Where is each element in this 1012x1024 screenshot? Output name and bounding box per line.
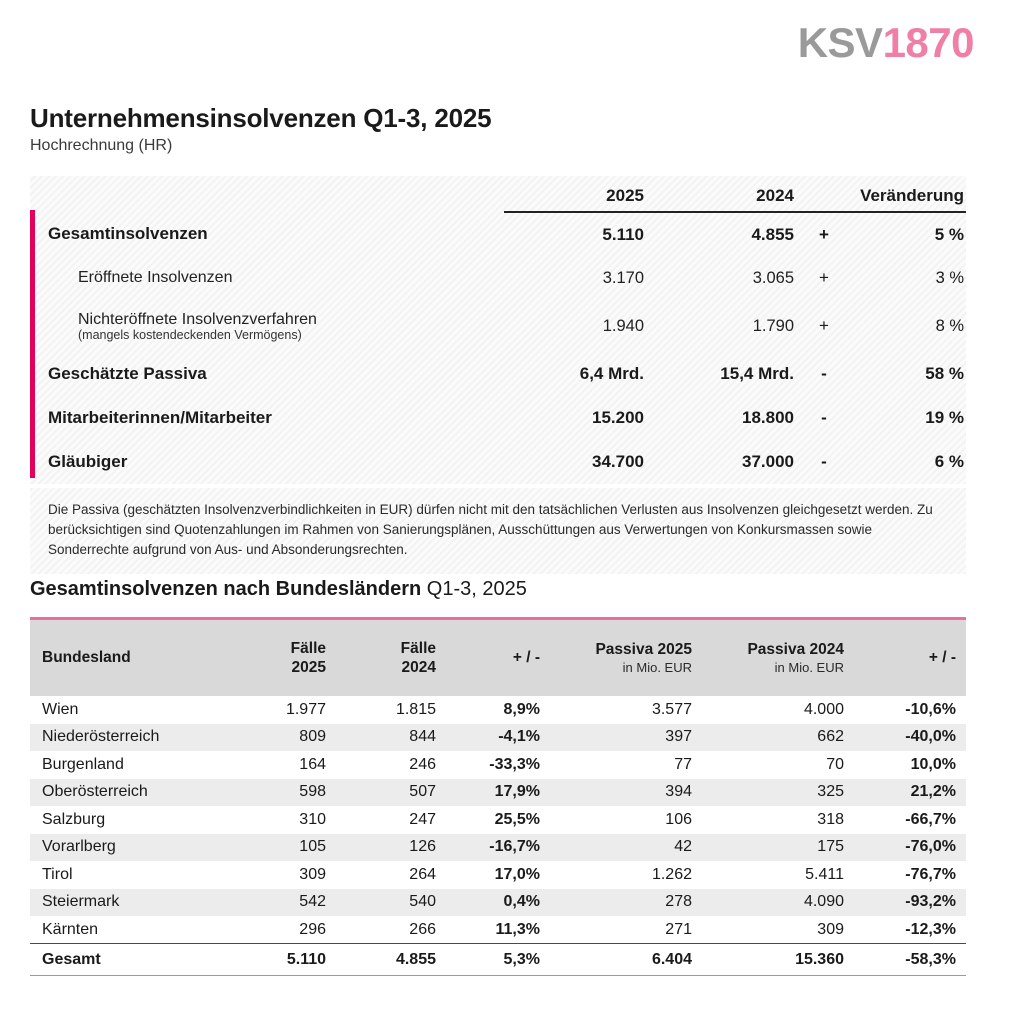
cell-total-delta-faelle: 5,3%	[446, 944, 550, 976]
cell-passiva-2024: 4.000	[803, 700, 844, 718]
row-value-2025: 15.200	[592, 408, 644, 427]
col-header-faelle-2025-year: 2025	[291, 658, 326, 676]
row-value-2024: 15,4 Mrd.	[720, 364, 794, 383]
row-label: Mitarbeiterinnen/Mitarbeiter	[48, 408, 272, 427]
cell-faelle-2024: 844	[409, 728, 436, 746]
row-value-2024: 37.000	[742, 452, 794, 471]
table-row	[30, 861, 966, 889]
cell-total-delta-passiva: -58,3%	[854, 944, 966, 976]
cell-faelle-2024: 264	[409, 865, 436, 883]
summary-table	[30, 176, 966, 484]
ksv1870-logo	[797, 19, 974, 66]
row-sign: -	[821, 408, 827, 427]
cell-bundesland: Kärnten	[42, 920, 99, 938]
cell-faelle-2024: 266	[409, 920, 436, 938]
summary-header-row	[30, 176, 966, 212]
cell-delta-passiva: -10,6%	[905, 700, 956, 718]
table-row	[30, 724, 966, 752]
row-label	[30, 300, 504, 352]
col-header-passiva-2025	[550, 620, 702, 696]
section-title-strong: Gesamtinsolvenzen nach Bundesländern	[30, 578, 422, 600]
cell-faelle-2024: 507	[409, 783, 436, 801]
row-value-2024: 3.065	[752, 268, 794, 287]
row-percent: 3 %	[935, 268, 964, 287]
row-sign: +	[819, 268, 829, 287]
cell-bundesland: Salzburg	[42, 810, 106, 828]
cell-delta-faelle: -33,3%	[489, 755, 540, 773]
cell-total-passiva-2025: 6.404	[550, 944, 702, 976]
cell-passiva-2025: 77	[674, 755, 692, 773]
cell-faelle-2025: 164	[299, 755, 326, 773]
col-header-passiva-2024	[702, 620, 854, 696]
col-header-passiva-2025-unit: in Mio. EUR	[622, 660, 692, 675]
row-value-2024: 18.800	[742, 408, 794, 427]
col-header-faelle-2025-main: Fälle	[290, 639, 326, 657]
cell-faelle-2025: 598	[299, 783, 326, 801]
row-value-2025: 5.110	[602, 224, 644, 244]
row-percent: 6 %	[934, 452, 964, 471]
page-title: Unternehmensinsolvenzen Q1-3, 2025	[30, 103, 492, 133]
table-row	[30, 779, 966, 807]
cell-delta-passiva: -93,2%	[905, 893, 956, 911]
cell-passiva-2025: 1.262	[651, 865, 692, 883]
cell-delta-passiva: -76,7%	[905, 865, 956, 883]
cell-passiva-2024: 175	[817, 838, 844, 856]
cell-delta-faelle: -4,1%	[498, 728, 540, 746]
row-label-text: Nichteröffnete Insolvenzverfahren	[78, 310, 317, 328]
table-row	[30, 352, 966, 396]
row-label: Eröffnete Insolvenzen	[78, 269, 233, 286]
table-row	[30, 212, 966, 256]
cell-total-label: Gesamt	[30, 944, 226, 976]
col-header-faelle-2024-main: Fälle	[400, 639, 436, 657]
cell-faelle-2024: 540	[409, 893, 436, 911]
cell-delta-faelle: -16,7%	[489, 838, 540, 856]
summary-panel	[30, 176, 966, 484]
cell-passiva-2025: 397	[665, 728, 692, 746]
cell-passiva-2024: 4.090	[803, 893, 844, 911]
states-table-body	[30, 696, 966, 976]
col-header-passiva-2024-main: Passiva 2024	[747, 641, 844, 658]
cell-delta-passiva: 10,0%	[910, 755, 956, 773]
col-header-faelle-2025	[226, 620, 336, 696]
cell-bundesland: Vorarlberg	[42, 838, 116, 856]
cell-delta-faelle: 17,0%	[494, 865, 540, 883]
logo-text-1870: 1870	[882, 19, 974, 66]
summary-header-2024: 2024	[644, 176, 794, 212]
col-header-passiva-2024-unit: in Mio. EUR	[774, 660, 844, 675]
logo-text-ksv: KSV	[797, 19, 883, 66]
cell-bundesland: Wien	[42, 700, 79, 718]
cell-bundesland: Oberösterreich	[42, 783, 148, 801]
cell-delta-faelle: 25,5%	[494, 810, 540, 828]
row-percent: 5 %	[934, 224, 964, 244]
pink-accent-bar	[30, 210, 35, 478]
cell-passiva-2024: 5.411	[805, 865, 844, 883]
row-sign: -	[821, 364, 827, 383]
cell-bundesland: Steiermark	[42, 893, 120, 911]
table-total-row	[30, 944, 966, 976]
cell-passiva-2025: 271	[665, 920, 692, 938]
cell-passiva-2025: 278	[665, 893, 692, 911]
col-header-delta-faelle: + / -	[512, 649, 540, 666]
row-percent: 8 %	[935, 316, 964, 335]
row-value-2025: 1.940	[602, 316, 644, 335]
row-value-2025: 3.170	[602, 268, 644, 287]
cell-passiva-2025: 106	[665, 810, 692, 828]
row-value-2024: 1.790	[752, 316, 794, 335]
section-title-bundeslaender	[30, 578, 527, 601]
states-panel	[30, 617, 966, 976]
summary-header-label	[30, 176, 504, 212]
row-sign: +	[819, 316, 829, 335]
cell-faelle-2025: 105	[299, 838, 326, 856]
col-header-bundesland: Bundesland	[42, 649, 131, 666]
cell-faelle-2025: 1.977	[285, 700, 326, 718]
cell-bundesland: Niederösterreich	[42, 728, 160, 746]
cell-passiva-2024: 318	[817, 810, 844, 828]
table-row	[30, 834, 966, 862]
summary-header-change: Veränderung	[854, 176, 966, 212]
table-row	[30, 806, 966, 834]
table-row	[30, 256, 966, 300]
cell-delta-passiva: 21,2%	[910, 783, 956, 801]
row-value-2024: 4.855	[751, 224, 794, 244]
col-header-faelle-2024	[336, 620, 446, 696]
cell-faelle-2024: 246	[409, 755, 436, 773]
cell-faelle-2024: 247	[409, 810, 436, 828]
table-row	[30, 696, 966, 724]
row-percent: 19 %	[925, 408, 964, 427]
table-row	[30, 440, 966, 484]
row-sign: +	[819, 224, 829, 244]
table-row	[30, 889, 966, 917]
row-label: Geschätzte Passiva	[48, 364, 207, 383]
row-label-note: (mangels kostendeckenden Vermögens)	[78, 327, 302, 342]
states-table	[30, 620, 966, 976]
cell-faelle-2024: 126	[409, 838, 436, 856]
row-value-2025: 6,4 Mrd.	[579, 364, 644, 383]
cell-passiva-2024: 309	[817, 920, 844, 938]
col-header-passiva-2025-main: Passiva 2025	[595, 641, 692, 658]
cell-delta-faelle: 0,4%	[503, 893, 540, 911]
table-row	[30, 396, 966, 440]
cell-delta-faelle: 17,9%	[494, 783, 540, 801]
cell-total-passiva-2024: 15.360	[702, 944, 854, 976]
cell-delta-passiva: -76,0%	[905, 838, 956, 856]
cell-passiva-2025: 3.577	[651, 700, 692, 718]
col-header-faelle-2024-year: 2024	[401, 658, 436, 676]
cell-bundesland: Burgenland	[42, 755, 124, 773]
footnote-text: Die Passiva (geschätzten Insolvenzverbindlichkeiten in EUR) dürfen nicht mit den tatsächlichen Verlusten aus Insolvenzen gleichgesetzt werden. Zu berücksichtigen sind Quotenzahlungen im Rahmen von Sanierungsplänen, Ausschüttungen aus Verwertungen von Konkursmassen sowie Sonderrechte aufgrund von Aus- und Absonderungsrechten.	[30, 488, 966, 574]
cell-faelle-2025: 542	[299, 893, 326, 911]
row-value-2025: 34.700	[592, 452, 644, 471]
cell-passiva-2025: 42	[674, 838, 692, 856]
cell-delta-passiva: -40,0%	[905, 728, 956, 746]
row-sign: -	[821, 452, 827, 471]
cell-total-faelle-2024: 4.855	[336, 944, 446, 976]
title-block	[30, 104, 491, 155]
cell-delta-faelle: 11,3%	[495, 920, 540, 938]
cell-passiva-2025: 394	[665, 783, 692, 801]
cell-total-faelle-2025: 5.110	[226, 944, 336, 976]
cell-delta-passiva: -12,3%	[905, 920, 956, 938]
cell-faelle-2025: 310	[299, 810, 326, 828]
summary-header-2025: 2025	[504, 176, 644, 212]
cell-faelle-2025: 809	[299, 728, 326, 746]
cell-passiva-2024: 70	[826, 755, 844, 773]
row-label: Gesamtinsolvenzen	[48, 224, 208, 243]
cell-delta-faelle: 8,9%	[503, 700, 540, 718]
row-label: Gläubiger	[48, 452, 128, 471]
states-header-row	[30, 620, 966, 696]
cell-bundesland: Tirol	[42, 865, 73, 883]
table-row	[30, 751, 966, 779]
cell-faelle-2025: 296	[299, 920, 326, 938]
row-percent: 58 %	[925, 364, 964, 383]
cell-faelle-2024: 1.815	[395, 700, 436, 718]
cell-passiva-2024: 325	[817, 783, 844, 801]
table-row	[30, 916, 966, 944]
cell-delta-passiva: -66,7%	[905, 810, 956, 828]
col-header-delta-passiva: + / -	[928, 649, 956, 666]
section-title-light: Q1-3, 2025	[426, 578, 527, 600]
summary-header-sign	[794, 176, 854, 212]
table-row	[30, 300, 966, 352]
cell-passiva-2024: 662	[817, 728, 844, 746]
cell-faelle-2025: 309	[299, 865, 326, 883]
page-subtitle: Hochrechnung (HR)	[30, 136, 173, 154]
